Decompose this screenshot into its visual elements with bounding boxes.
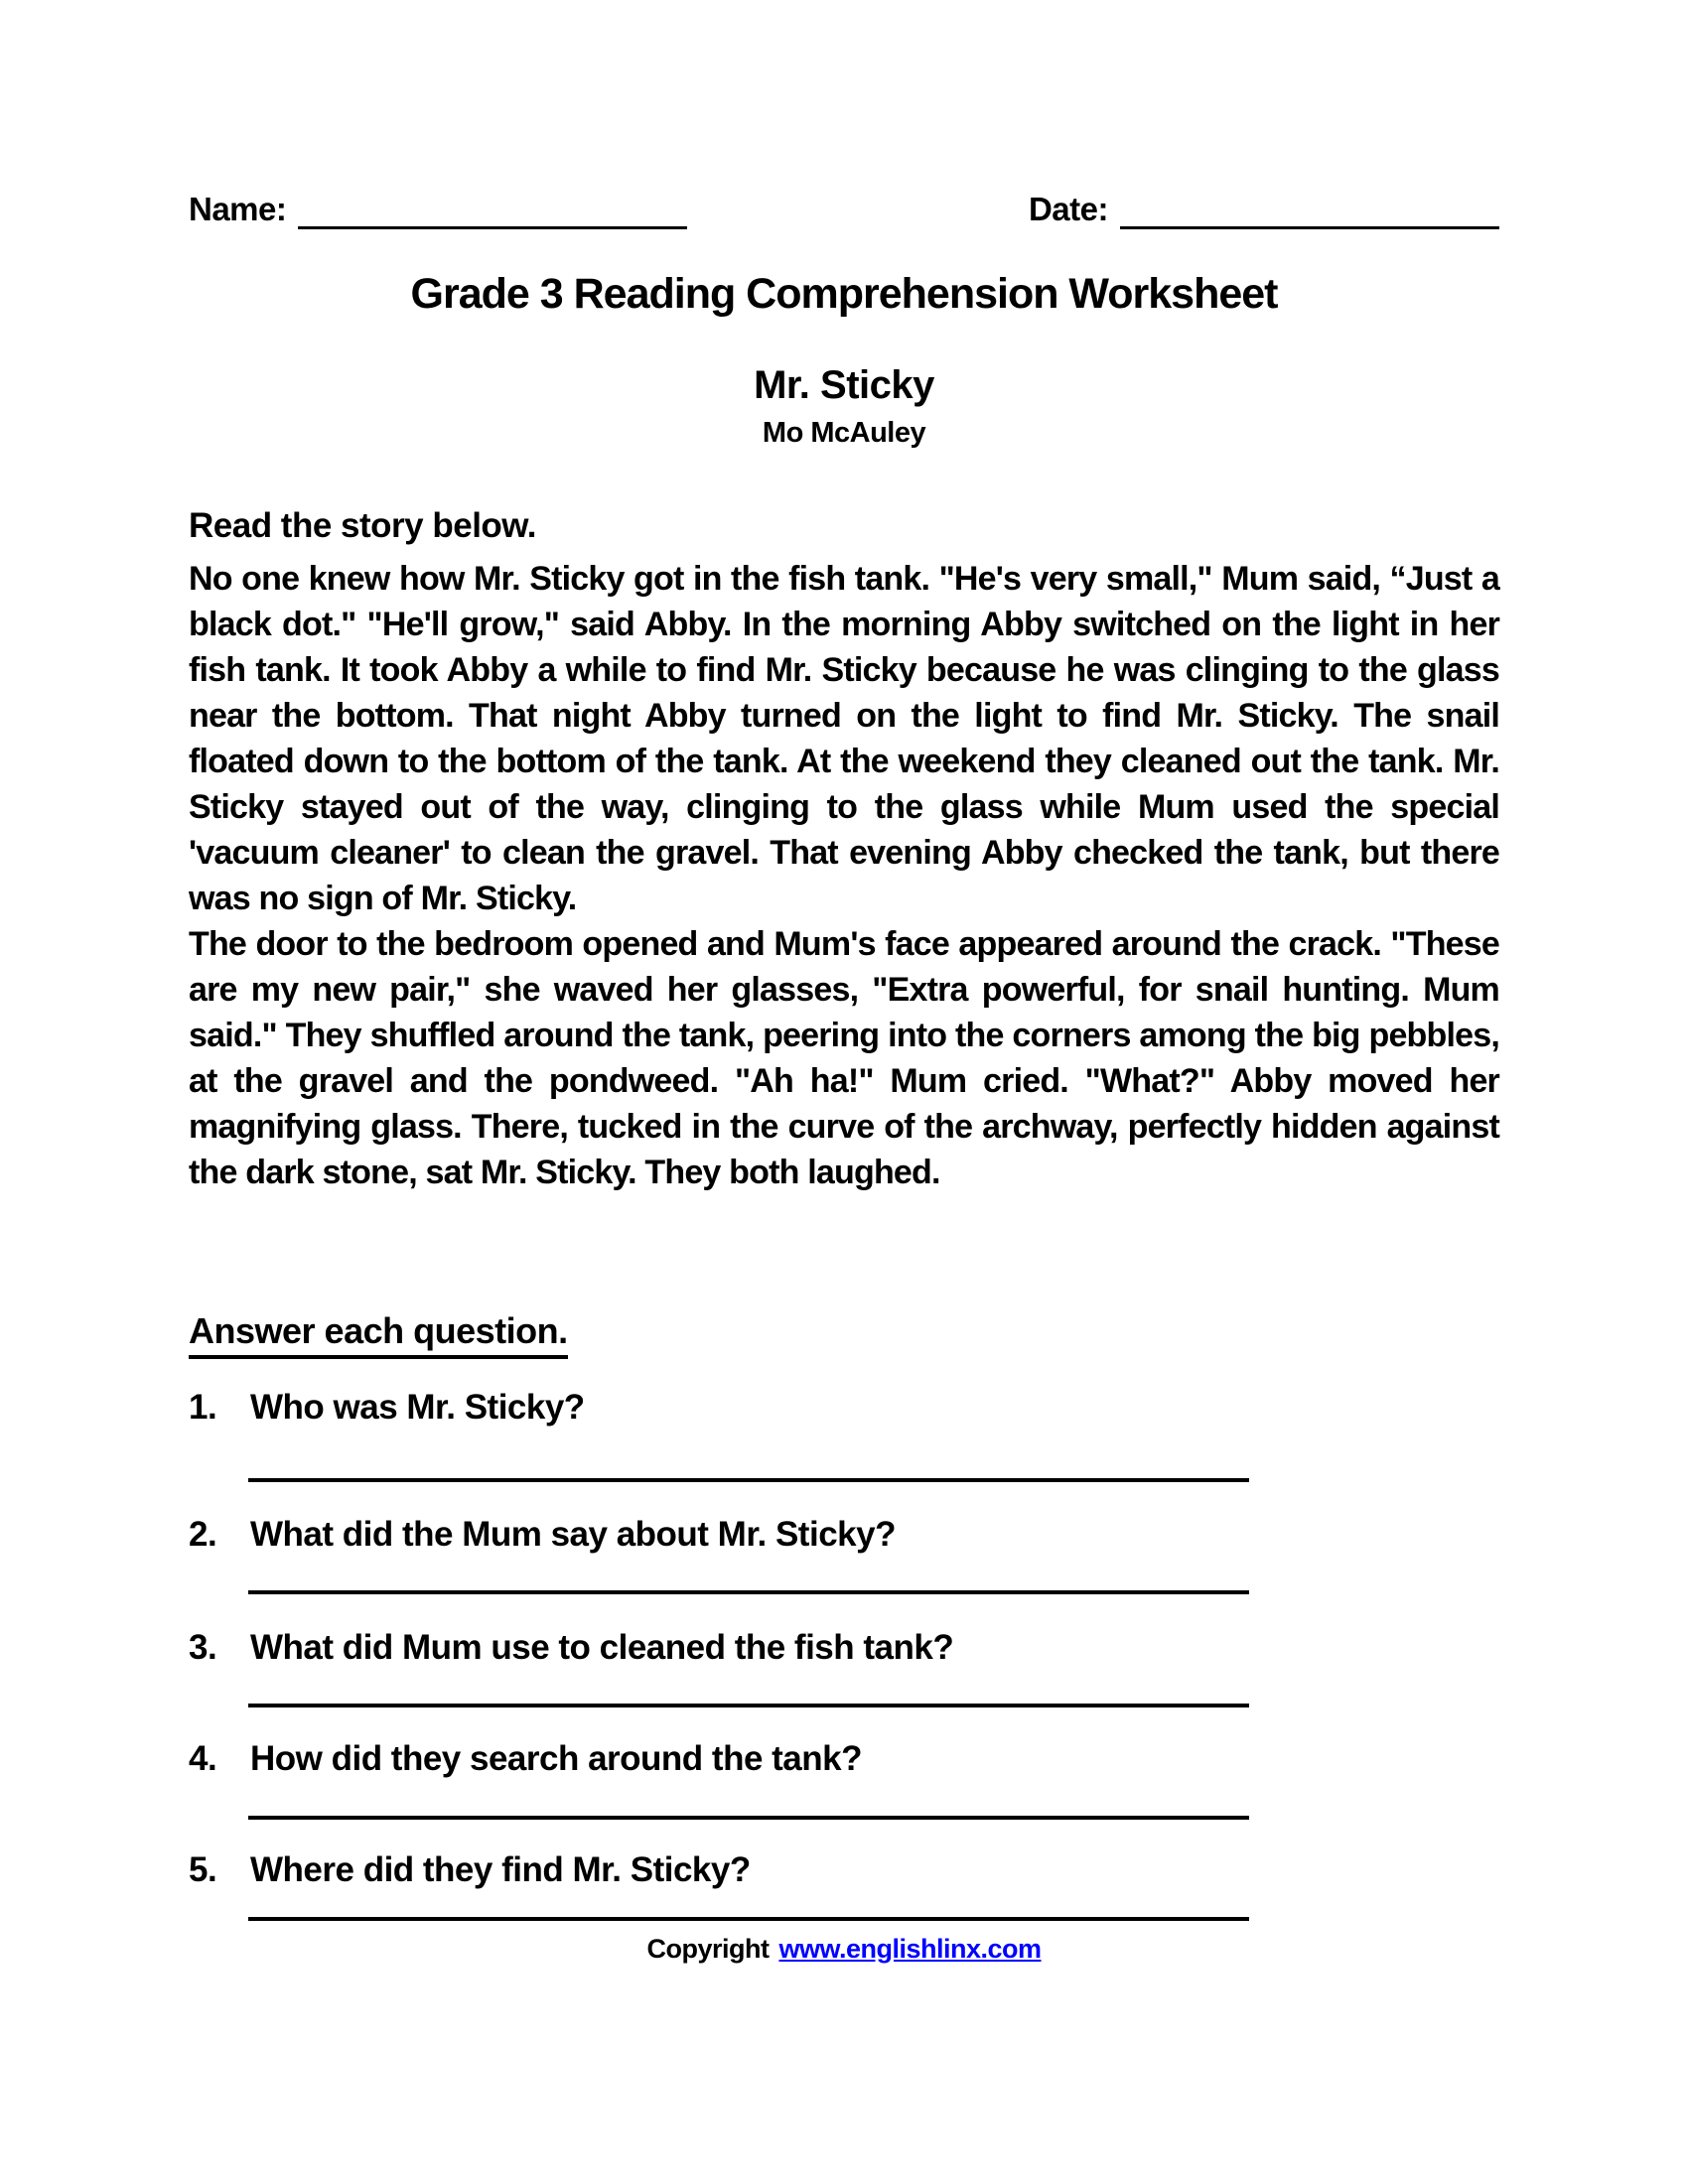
- question-4: [189, 1739, 1499, 1779]
- name-label: Name:: [189, 191, 287, 227]
- story-paragraph-2: The door to the bedroom opened and Mum's face appeared around the crack. "These are my new pair," she waved her glasses, "Extra powerful, for snail hunting. Mum said." They shuffled around the tank, peering into the corners among the big pebbles, at the gravel and the pondweed. "Ah ha!" Mum cried. "What?" Abby moved her magnifying glass. There, tucked in the curve of the archway, perfectly hidden against the dark stone, sat Mr. Sticky. They both laughed.: [189, 925, 1499, 1191]
- question-2-number: 2.: [189, 1515, 217, 1554]
- answer-line-3[interactable]: [248, 1704, 1249, 1707]
- answer-line-1[interactable]: [248, 1478, 1249, 1482]
- question-5-number: 5.: [189, 1850, 217, 1889]
- read-instruction: Read the story below.: [189, 506, 536, 545]
- header-row: [189, 193, 1499, 229]
- question-3: [189, 1628, 1499, 1668]
- question-5: [189, 1850, 1499, 1890]
- question-4-number: 4.: [189, 1739, 217, 1778]
- question-1-text: Who was Mr. Sticky?: [250, 1388, 585, 1427]
- worksheet-title: Grade 3 Reading Comprehension Worksheet: [410, 270, 1278, 318]
- date-label: Date:: [1028, 191, 1108, 227]
- story-title: Mr. Sticky: [754, 363, 934, 407]
- question-2: [189, 1515, 1499, 1555]
- answer-line-5[interactable]: [248, 1917, 1249, 1921]
- answer-line-4[interactable]: [248, 1816, 1249, 1820]
- questions-header: Answer each question.: [189, 1310, 568, 1359]
- question-5-text: Where did they find Mr. Sticky?: [250, 1850, 751, 1889]
- footer: [0, 1934, 1688, 1965]
- question-3-text: What did Mum use to cleaned the fish tank?: [250, 1628, 954, 1667]
- question-2-text: What did the Mum say about Mr. Sticky?: [250, 1515, 896, 1554]
- question-3-number: 3.: [189, 1628, 217, 1667]
- date-field: [1029, 193, 1499, 229]
- answer-line-2[interactable]: [248, 1590, 1249, 1594]
- question-1-number: 1.: [189, 1388, 217, 1427]
- question-4-text: How did they search around the tank?: [250, 1739, 862, 1778]
- copyright-label: Copyright: [646, 1934, 770, 1964]
- story-author: Mo McAuley: [762, 417, 926, 449]
- date-input-line[interactable]: [1120, 194, 1499, 229]
- question-1: [189, 1388, 1499, 1428]
- copyright-link[interactable]: www.englishlinx.com: [778, 1934, 1042, 1964]
- name-field: [189, 193, 687, 229]
- story-paragraph-1: No one knew how Mr. Sticky got in the fish tank. "He's very small," Mum said, “Just a black dot." "He'll grow," said Abby. In the morning Abby switched on the light in her fish tank. It took Abby a while to find Mr. Sticky because he was clinging to the glass near the bottom. That night Abby turned on the light to find Mr. Sticky. The snail floated down to the bottom of the tank. At the weekend they cleaned out the tank. Mr. Sticky stayed out of the way, clinging to the glass while Mum used the special 'vacuum cleaner' to clean the gravel. That evening Abby checked the tank, but there was no sign of Mr. Sticky.: [189, 560, 1499, 917]
- name-input-line[interactable]: [298, 194, 687, 229]
- story-body: [189, 556, 1499, 1195]
